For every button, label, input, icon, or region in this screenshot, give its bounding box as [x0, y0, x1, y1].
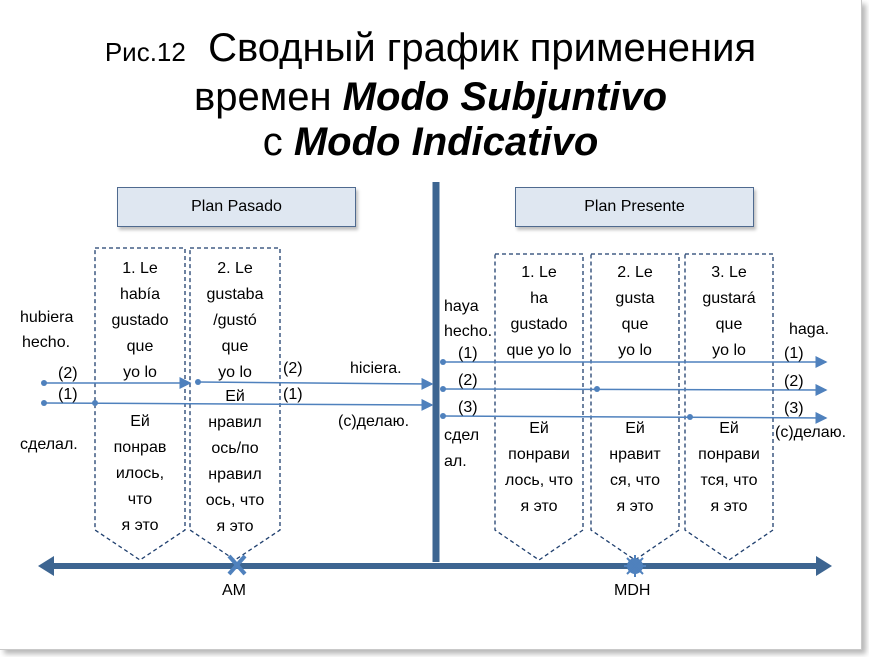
card-2-top-line: yo lo — [218, 364, 252, 381]
label-haga: haga. — [789, 321, 830, 338]
card-5-bottom-line: тся, что — [700, 472, 758, 489]
card-2-bottom-line: нравил — [208, 466, 262, 483]
card-1-top-line: 1. Le — [122, 260, 158, 277]
axis-label-am: AM — [222, 582, 246, 599]
card-4-bottom-line: ся, что — [610, 472, 660, 489]
present-arrow-2 — [443, 389, 826, 390]
card-5-bottom-line: Ей — [719, 420, 739, 437]
label-sdel: сдел — [444, 427, 480, 444]
card-5-top-line: que — [715, 316, 743, 333]
card-1-bottom-line: Ей — [130, 413, 150, 430]
card-1-top-line: yo lo — [123, 364, 157, 381]
card-4-bottom-line: нравит — [609, 446, 661, 463]
card-3-top-line: gustado — [510, 316, 568, 333]
card-3-bottom-line: Ей — [529, 420, 549, 437]
card-5-top-line: 3. Le — [711, 264, 747, 281]
card-1-top-line: había — [119, 286, 161, 303]
card-2-bottom-line: нравил — [208, 414, 262, 431]
plan-pasado-box — [117, 187, 356, 227]
axis-label-mdh: MDH — [614, 582, 651, 599]
plan-presente-label: Plan Presente — [584, 198, 685, 215]
card-2-bottom-line: Ей — [225, 388, 245, 405]
label-hiciera: hiciera. — [350, 360, 402, 377]
past-dot-1-mid — [92, 400, 98, 406]
label-sdelal: сделал. — [20, 436, 78, 453]
title-emphasis-indicativo: Modo Indicativo — [293, 120, 599, 164]
plan-pasado-label: Plan Pasado — [191, 198, 282, 215]
label-present-n1: (1) — [458, 345, 478, 362]
card-1-bottom-line: что — [127, 491, 153, 508]
card-4-top-line: que — [621, 316, 649, 333]
card-4-russian — [591, 416, 679, 520]
card-1-bottom-line: понрав — [113, 439, 167, 456]
card-2-spanish — [190, 256, 280, 386]
card-1-bottom-line: илось, — [115, 465, 165, 482]
label-hecho-past: hecho. — [22, 334, 71, 351]
label-present-n3: (3) — [458, 399, 478, 416]
label-past-n2: (2) — [58, 365, 78, 382]
card-3-top-line: ha — [530, 290, 548, 307]
card-3-spanish — [495, 260, 583, 364]
card-3-top-line: que yo lo — [506, 342, 572, 359]
label-present-n2: (2) — [458, 372, 478, 389]
card-3-bottom-line: я это — [520, 498, 558, 515]
label-hecho-present: hecho. — [444, 323, 493, 340]
card-2-top-line: 2. Le — [217, 260, 253, 277]
label-past-r1: (1) — [283, 386, 303, 403]
label-sdelayu-past: (с)делаю. — [338, 413, 410, 430]
card-2-bottom-line: ось/по — [211, 440, 259, 457]
card-4-spanish — [591, 260, 679, 364]
title-text-1: Сводный график применения — [208, 26, 757, 70]
card-2-top-line: gustaba — [206, 286, 264, 303]
card-3-bottom-line: лось, что — [504, 472, 574, 489]
card-1-bottom-line: я это — [121, 517, 159, 534]
title-text-2: времен — [193, 75, 343, 119]
card-2-russian — [190, 384, 280, 540]
card-4-top-line: yo lo — [618, 342, 652, 359]
label-past-n1: (1) — [58, 386, 78, 403]
card-5-top-line: yo lo — [712, 342, 746, 359]
card-1-russian — [95, 409, 185, 539]
title-text-3: с — [262, 120, 294, 164]
present-dot-2-mid — [594, 386, 600, 392]
label-sdelayu-present: (с)делаю. — [775, 424, 847, 441]
card-5-bottom-line: я это — [710, 498, 748, 515]
card-4-bottom-line: Ей — [625, 420, 645, 437]
card-3-top-line: 1. Le — [521, 264, 557, 281]
card-2-bottom-line: я это — [216, 518, 254, 535]
card-4-top-line: 2. Le — [617, 264, 653, 281]
card-5-russian — [685, 416, 773, 520]
card-4-bottom-line: я это — [616, 498, 654, 515]
label-past-r2: (2) — [283, 360, 303, 377]
past-dot-2-start — [41, 380, 47, 386]
timeline-left-arrow — [38, 556, 54, 576]
card-1-spanish — [95, 256, 185, 386]
card-5-top-line: gustará — [702, 290, 756, 307]
card-2-top-line: /gustó — [213, 312, 257, 329]
card-4-top-line: gusta — [615, 290, 655, 307]
label-present-r3: (3) — [784, 400, 804, 417]
label-hubiera: hubiera — [20, 309, 74, 326]
present-dot-3 — [440, 413, 446, 419]
past-dot-1-start — [41, 400, 47, 406]
card-5-spanish — [685, 260, 773, 364]
card-3-bottom-line: понрави — [508, 446, 570, 463]
label-present-r2: (2) — [784, 373, 804, 390]
timeline-right-arrow — [816, 556, 832, 576]
label-present-r1: (1) — [784, 345, 804, 362]
figure-number: Рис.12 — [104, 37, 186, 67]
mdh-marker — [624, 555, 646, 577]
label-haya: haya — [444, 298, 479, 315]
label-al: ал. — [444, 453, 467, 470]
card-1-top-line: que — [126, 338, 154, 355]
plan-presente-box — [515, 187, 754, 227]
title-emphasis-subjuntivo: Modo Subjuntivo — [342, 75, 668, 119]
present-dot-2 — [440, 386, 446, 392]
card-5-bottom-line: понрави — [698, 446, 760, 463]
card-2-top-line: que — [221, 338, 249, 355]
present-dot-1 — [440, 359, 446, 365]
card-3-russian — [495, 416, 583, 520]
card-2-bottom-line: ось, что — [205, 492, 265, 509]
card-1-top-line: gustado — [111, 312, 169, 329]
